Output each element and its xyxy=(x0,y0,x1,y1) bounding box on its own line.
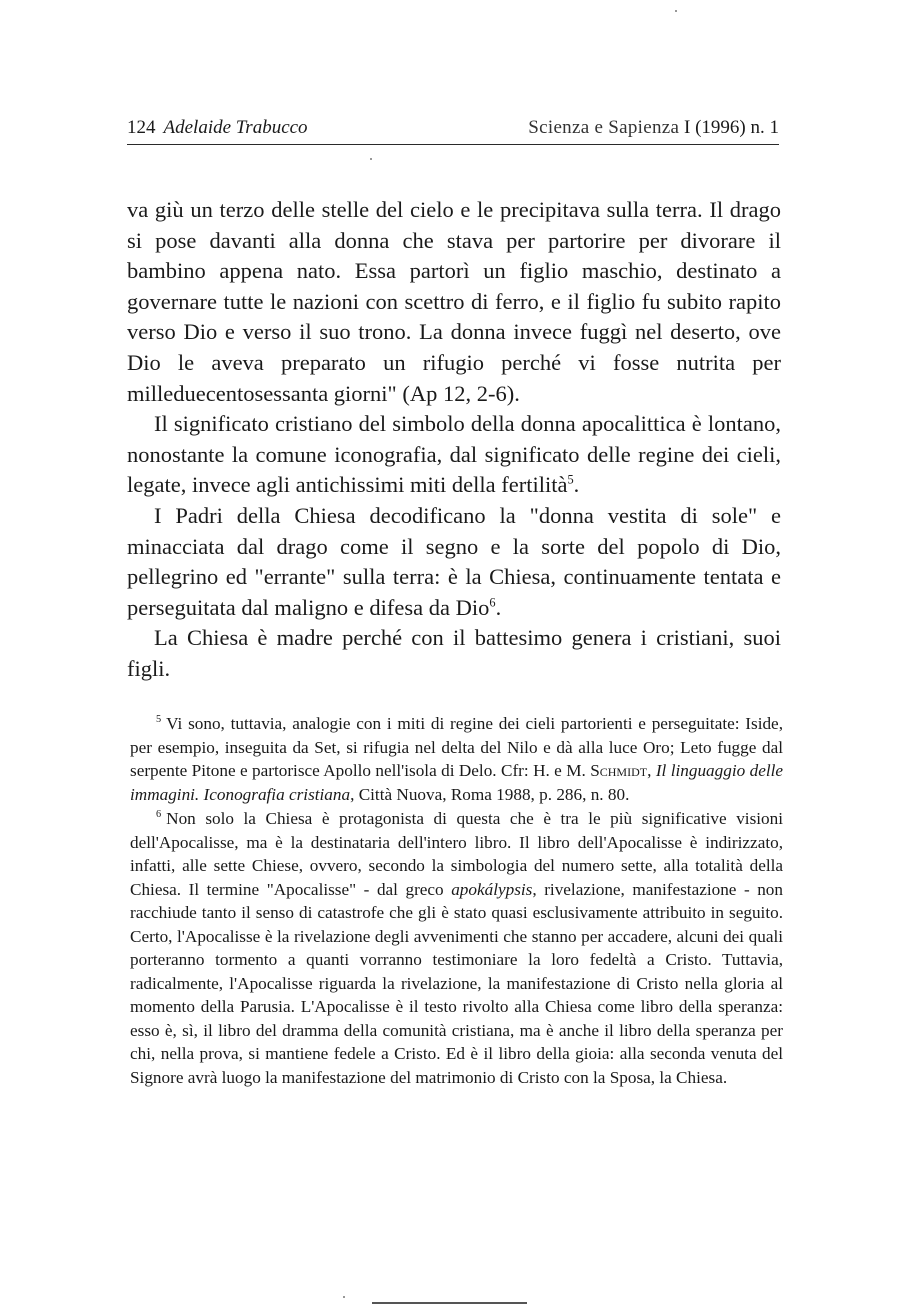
footnote-6 xyxy=(130,807,783,1089)
footnote-5 xyxy=(130,712,783,806)
footnotes xyxy=(130,712,783,1090)
paragraph-1 xyxy=(127,195,781,409)
footnote-6-number: 6 xyxy=(156,809,162,821)
paragraph-3-end: . xyxy=(495,594,502,620)
page-number: 124 xyxy=(127,117,156,138)
scan-edge-line xyxy=(372,1302,527,1304)
main-text xyxy=(127,195,781,685)
footnote-ref-6[interactable]: 6 xyxy=(489,595,496,610)
paragraph-4-text: La Chiesa è madre perché con il battesimo genera i cristiani, suoi figli. xyxy=(127,625,781,681)
footnote-5-sep: , xyxy=(647,761,656,780)
paragraph-3-text: I Padri della Chiesa decodificano la "donna vestita di sole" e minacciata dal drago come il segno e la sorte del popolo di Dio, pellegrino ed "errante" sulla terra: è la Chiesa, continuamente tentata e perseguitata dal maligno e difesa da Dio xyxy=(127,502,781,620)
paragraph-2-end: . xyxy=(573,472,580,498)
paragraph-4 xyxy=(127,623,781,684)
paragraph-3 xyxy=(127,501,781,623)
paragraph-2-text: Il significato cristiano del simbolo della donna apocalittica è lontano, nonostante la comune iconografia, dal significato delle regine dei cieli, legate, invece agli antichissimi miti della fertilità xyxy=(127,411,781,498)
footnote-5-author: Schmidt xyxy=(590,761,648,780)
header-right xyxy=(528,114,779,142)
header-journal: Scienza e Sapienza xyxy=(528,117,680,138)
running-header xyxy=(127,114,779,145)
header-left xyxy=(127,114,308,142)
scan-speck xyxy=(343,1296,345,1298)
footnote-ref-5[interactable]: 5 xyxy=(567,472,574,487)
footnote-5-text-a: Vi sono, tuttavia, analogie con i miti di regine dei cieli partorienti e perseguitate: Iside, per esempio, inseguita da Set, si rifugia nel delta del Nilo e dà alla luce Oro; Leto fugge dal serpente Pitone e partorisce Apollo nell'isola di Delo. Cfr: H. e M. xyxy=(130,714,783,780)
footnote-5-title: Il linguaggio delle immagini. Iconografia cristiana xyxy=(130,761,783,804)
footnote-5-number: 5 xyxy=(156,714,162,726)
footnote-6-text-b: , rivelazione, manifestazione - non racchiude tanto il senso di catastrofe che gli è stato quasi esclusivamente attribuito in seguito. Certo, l'Apocalisse è la rivelazione degli avvenimenti che stanno per accadere, alcuni dei quali porteranno tormento a quanti vorranno testimoniare la loro fedeltà a Cristo. Tuttavia, radicalmente, l'Apocalisse riguarda la rivelazione, la manifestazione di Cristo nella gloria al momento della Parusia. L'Apocalisse è il testo rivolto alla Chiesa come libro della speranza: esso è, sì, il libro del dramma della comunità cristiana, ma è anche il libro della speranza per chi, nella prova, si mantiene fedele a Cristo. Ed è il libro della gioia: alla seconda venuta del Signore avrà luogo la manifestazione del matrimonio di Cristo con la Sposa, la Chiesa. xyxy=(130,879,783,1087)
scan-speck xyxy=(370,158,372,160)
header-author: Adelaide Trabucco xyxy=(163,117,308,138)
scan-speck xyxy=(675,10,677,12)
paragraph-1-text: va giù un terzo delle stelle del cielo e le precipitava sulla terra. Il drago si pose davanti alla donna che stava per partorire per divorare il bambino appena nato. Essa partorì un figlio maschio, destinato a governare tutte le nazioni con scettro di ferro, e il figlio fu subito rapito verso Dio e verso il suo trono. La donna invece fuggì nel deserto, ove Dio le aveva preparato un rifugio perché vi fosse nutrita per milleduecentosessanta giorni" (Ap 12, 2-6). xyxy=(127,197,781,406)
footnote-6-term: apokálypsis xyxy=(451,879,533,899)
footnote-5-text-b: , Città Nuova, Roma 1988, p. 286, n. 80. xyxy=(350,784,630,804)
header-issue: I (1996) n. 1 xyxy=(684,117,779,138)
paragraph-2 xyxy=(127,409,781,501)
footnote-6-text-a: Non solo la Chiesa è protagonista di questa che è tra le più significative visioni dell'Apocalisse, ma è la destinataria dell'intero libro. Il libro dell'Apocalisse è indirizzato, infatti, alle sette Chiese, ovvero, secondo la simbologia del numero sette, alla totalità della Chiesa. Il termine "Apocalisse" - dal greco xyxy=(130,809,783,899)
